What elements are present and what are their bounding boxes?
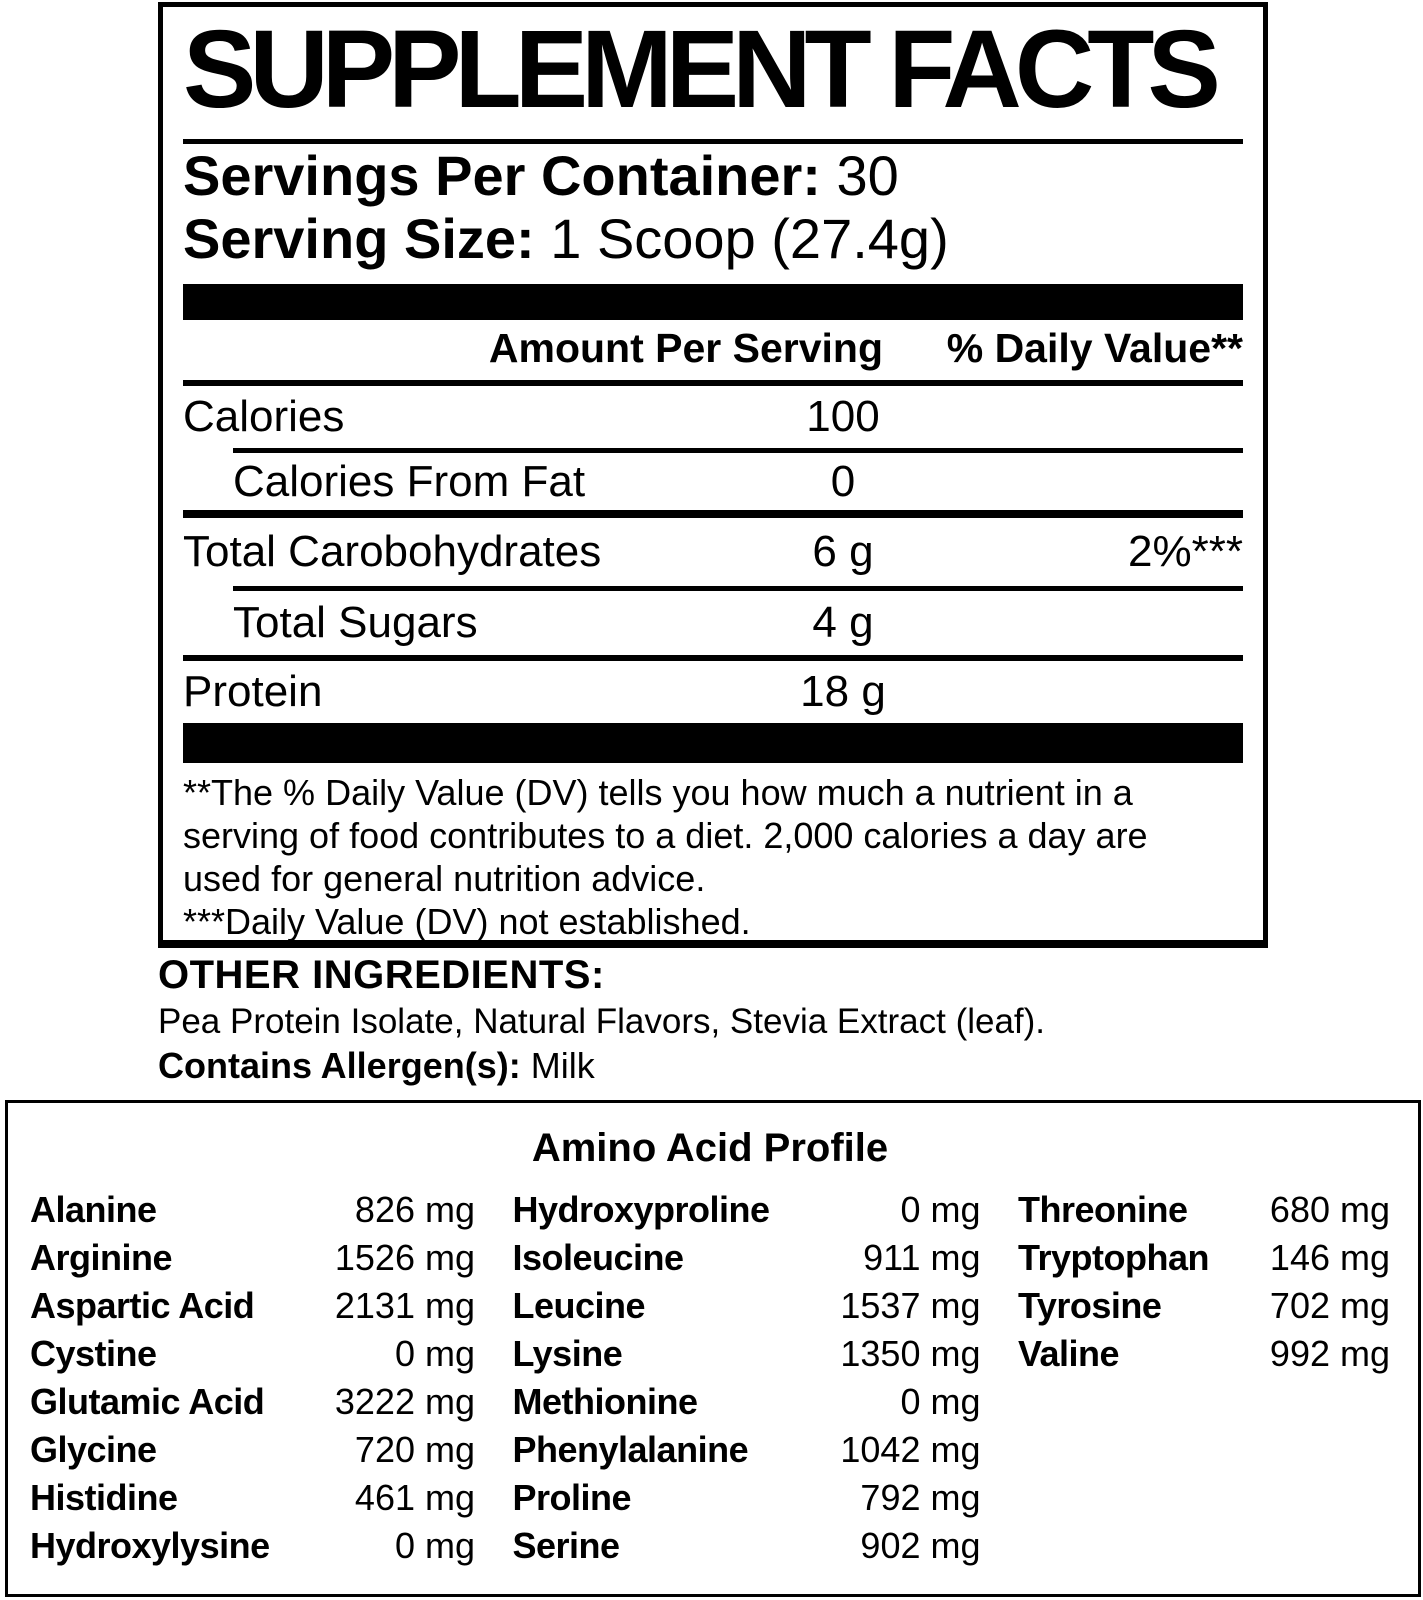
amino-row <box>1018 1330 1390 1378</box>
amino-name: Proline <box>512 1477 632 1518</box>
allergen-value: Milk <box>530 1045 595 1086</box>
nutrient-amount: 100 <box>806 392 880 441</box>
footnote-line: serving of food contributes to a diet. 2,000 calories a day are <box>183 815 1148 856</box>
amino-value: 146 mg <box>1269 1237 1390 1278</box>
amino-name: Phenylalanine <box>512 1429 749 1470</box>
amino-value: 702 mg <box>1269 1285 1390 1326</box>
amino-value: 992 mg <box>1269 1333 1390 1374</box>
amino-name: Valine <box>1018 1333 1120 1374</box>
facts-row-calories <box>183 386 1243 448</box>
nutrient-amount: 4 g <box>812 598 874 647</box>
daily-value-header: % Daily Value** <box>946 325 1243 371</box>
amino-row <box>513 1330 981 1378</box>
amino-value: 0 mg <box>394 1525 475 1566</box>
amino-name: Serine <box>512 1525 620 1566</box>
servings-per-container-value: 30 <box>836 144 899 207</box>
servings-per-container-label: Servings Per Container: <box>183 144 821 207</box>
amino-row <box>1018 1234 1390 1282</box>
amino-name: Glycine <box>30 1429 157 1470</box>
amino-value: 720 mg <box>354 1429 475 1470</box>
facts-header-row <box>183 320 1243 380</box>
amino-value: 461 mg <box>354 1477 475 1518</box>
amino-name: Leucine <box>512 1285 646 1326</box>
amino-row <box>513 1282 981 1330</box>
amino-name: Aspartic Acid <box>30 1285 255 1326</box>
amino-column-3 <box>1018 1186 1390 1570</box>
amino-value: 1537 mg <box>840 1285 981 1326</box>
amino-row <box>30 1426 475 1474</box>
supplement-facts-title: SUPPLEMENT FACTS <box>183 8 1214 131</box>
amino-name: Lysine <box>512 1333 623 1374</box>
servings-per-container <box>183 144 1243 207</box>
footnote-line: used for general nutrition advice. <box>183 858 706 899</box>
amino-name: Cystine <box>30 1333 157 1374</box>
amino-row <box>1018 1186 1390 1234</box>
amino-row <box>30 1522 475 1570</box>
allergen-statement <box>158 1046 1268 1086</box>
separator-bar-bottom <box>183 723 1243 763</box>
amino-value: 1042 mg <box>840 1429 981 1470</box>
facts-row-calories-from-fat <box>183 453 1243 510</box>
amino-name: Alanine <box>30 1189 157 1230</box>
amino-row <box>30 1282 475 1330</box>
separator-bar-top <box>183 284 1243 320</box>
amino-row <box>30 1378 475 1426</box>
nutrient-label: Calories <box>183 392 345 441</box>
footnote-line: **The % Daily Value (DV) tells you how much a nutrient in a <box>183 772 1133 813</box>
amino-name: Tryptophan <box>1018 1237 1209 1278</box>
amino-row <box>513 1522 981 1570</box>
amino-acid-grid <box>30 1186 1390 1570</box>
amino-name: Hydroxyproline <box>512 1189 770 1230</box>
amino-value: 3222 mg <box>334 1381 475 1422</box>
amino-name: Threonine <box>1018 1189 1188 1230</box>
serving-size-label: Serving Size: <box>183 207 535 270</box>
amino-name: Histidine <box>30 1477 178 1518</box>
facts-row-total-carbohydrates <box>183 518 1243 586</box>
supplement-facts-panel <box>158 2 1268 948</box>
amino-row <box>1018 1282 1390 1330</box>
amino-value: 0 mg <box>900 1381 981 1422</box>
amino-value: 826 mg <box>354 1189 475 1230</box>
amino-name: Arginine <box>30 1237 173 1278</box>
serving-size <box>183 207 1243 270</box>
facts-row-total-sugars <box>183 591 1243 655</box>
amount-per-serving-header: Amount Per Serving <box>488 325 883 371</box>
facts-row-protein <box>183 661 1243 723</box>
amino-column-1 <box>30 1186 475 1570</box>
amino-row <box>513 1234 981 1282</box>
serving-size-value: 1 Scoop (27.4g) <box>550 207 949 270</box>
amino-value: 902 mg <box>860 1525 981 1566</box>
nutrient-label: Calories From Fat <box>233 456 586 506</box>
amino-row <box>513 1186 981 1234</box>
amino-acid-profile-panel <box>5 1100 1421 1597</box>
other-ingredients-section <box>158 952 1268 1086</box>
amino-row <box>513 1474 981 1522</box>
other-ingredients-list: Pea Protein Isolate, Natural Flavors, Stevia Extract (leaf). <box>158 1002 1046 1041</box>
amino-value: 1526 mg <box>334 1237 475 1278</box>
allergen-label: Contains Allergen(s): <box>158 1045 521 1086</box>
amino-column-2 <box>513 1186 981 1570</box>
nutrient-label: Total Carobohydrates <box>183 527 602 576</box>
row-divider-thick <box>183 510 1243 518</box>
amino-name: Hydroxylysine <box>30 1525 270 1566</box>
nutrient-label: Total Sugars <box>233 598 478 647</box>
nutrient-dv: 2%*** <box>1128 527 1243 576</box>
amino-value: 1350 mg <box>840 1333 981 1374</box>
amino-value: 911 mg <box>863 1237 981 1278</box>
amino-value: 680 mg <box>1269 1189 1390 1230</box>
amino-value: 2131 mg <box>334 1285 475 1326</box>
nutrient-amount: 18 g <box>800 667 886 716</box>
amino-row <box>513 1426 981 1474</box>
nutrient-amount: 6 g <box>812 527 874 576</box>
amino-name: Methionine <box>512 1381 698 1422</box>
amino-row <box>30 1186 475 1234</box>
other-ingredients-heading: OTHER INGREDIENTS: <box>158 953 605 997</box>
nutrient-amount: 0 <box>830 456 856 506</box>
amino-name: Isoleucine <box>512 1237 684 1278</box>
amino-row <box>30 1474 475 1522</box>
daily-value-footnote <box>183 771 1243 943</box>
footnote-line: ***Daily Value (DV) not established. <box>183 901 751 942</box>
amino-value: 792 mg <box>860 1477 981 1518</box>
amino-name: Tyrosine <box>1018 1285 1162 1326</box>
amino-row <box>30 1234 475 1282</box>
amino-value: 0 mg <box>394 1333 475 1374</box>
amino-value: 0 mg <box>900 1189 981 1230</box>
amino-row <box>30 1330 475 1378</box>
nutrient-label: Protein <box>183 667 323 716</box>
amino-acid-profile-title: Amino Acid Profile <box>531 1126 889 1170</box>
amino-row <box>513 1378 981 1426</box>
amino-name: Glutamic Acid <box>30 1381 265 1422</box>
